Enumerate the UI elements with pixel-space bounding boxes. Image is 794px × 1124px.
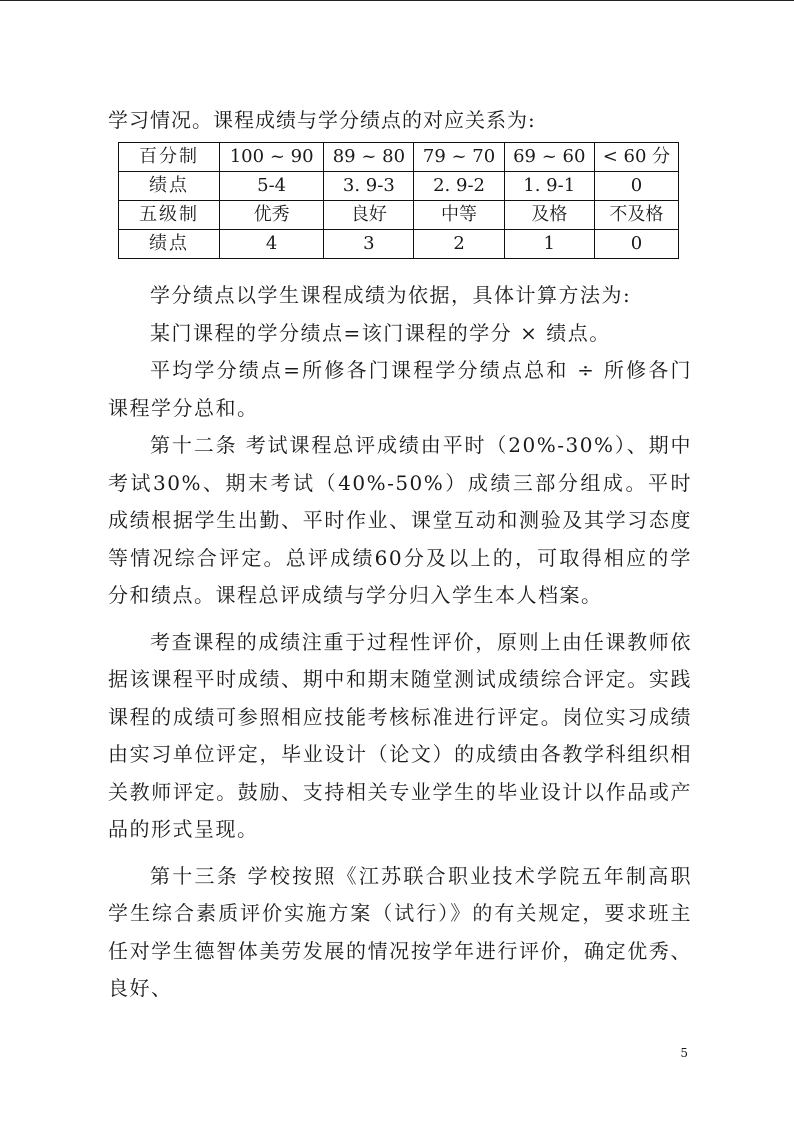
top-border-line bbox=[0, 0, 794, 1]
table-cell: 绩点 bbox=[119, 172, 220, 201]
table-row bbox=[119, 143, 679, 172]
table-cell: 五级制 bbox=[119, 201, 220, 230]
document-body bbox=[108, 100, 692, 1008]
article-12-paragraph: 第十二条 考试课程总评成绩由平时（20%-30%）、期中考试30%、期末考试（40%-50%）成绩三部分组成。平时成绩根据学生出勤、平时作业、课堂互动和测验及其学习态度等情况综合评定。总评成绩60分及以上的，可取得相应的学分和绩点。课程总评成绩与学分归入学生本人档案。 bbox=[108, 433, 692, 607]
table-cell: 良好 bbox=[324, 201, 414, 230]
table-cell: 1 bbox=[504, 230, 594, 259]
table-cell: 及格 bbox=[504, 201, 594, 230]
table-cell: 1. 9-1 bbox=[504, 172, 594, 201]
table-cell: 3 bbox=[324, 230, 414, 259]
table-cell: 3. 9-3 bbox=[324, 172, 414, 201]
table-cell: 绩点 bbox=[119, 230, 220, 259]
table-cell: 中等 bbox=[414, 201, 504, 230]
table-row bbox=[119, 201, 679, 230]
table-cell: 69 ~ 60 bbox=[504, 143, 594, 172]
table-cell: < 60 分 bbox=[594, 143, 678, 172]
paragraph: 平均学分绩点=所修各门课程学分绩点总和 ÷ 所修各门课程学分总和。 bbox=[108, 358, 692, 420]
table-cell: 79 ~ 70 bbox=[414, 143, 504, 172]
table-cell: 2. 9-2 bbox=[414, 172, 504, 201]
table-cell: 百分制 bbox=[119, 143, 220, 172]
article-13-paragraph: 第十三条 学校按照《江苏联合职业技术学院五年制高职学生综合素质评价实施方案（试行）》的有关规定，要求班主任对学生德智体美劳发展的情况按学年进行评价，确定优秀、良好、 bbox=[108, 863, 692, 1000]
intro-text: 学习情况。课程成绩与学分绩点的对应关系为: bbox=[108, 108, 536, 132]
table-cell: 4 bbox=[220, 230, 324, 259]
page-number: 5 bbox=[680, 1046, 688, 1060]
table-cell: 0 bbox=[594, 172, 678, 201]
table-row bbox=[119, 172, 679, 201]
table-cell: 优秀 bbox=[220, 201, 324, 230]
table-row bbox=[119, 230, 679, 259]
grade-conversion-table bbox=[118, 142, 679, 259]
paragraph: 考查课程的成绩注重于过程性评价，原则上由任课教师依据该课程平时成绩、期中和期末随堂测试成绩综合评定。实践课程的成绩可参照相应技能考核标准进行评定。岗位实习成绩由实习单位评定，毕业设计（论文）的成绩由各教学科组织相关教师评定。鼓励、支持相关专业学生的毕业设计以作品或产品的形式呈现。 bbox=[108, 629, 692, 841]
table-cell: 2 bbox=[414, 230, 504, 259]
paragraph: 学分绩点以学生课程成绩为依据，具体计算方法为: bbox=[150, 283, 632, 307]
table-cell: 0 bbox=[594, 230, 678, 259]
table-cell: 100 ~ 90 bbox=[220, 143, 324, 172]
paragraph: 某门课程的学分绩点=该门课程的学分 × 绩点。 bbox=[150, 320, 611, 345]
table-cell: 不及格 bbox=[594, 201, 678, 230]
table-cell: 5-4 bbox=[220, 172, 324, 201]
table-cell: 89 ~ 80 bbox=[324, 143, 414, 172]
